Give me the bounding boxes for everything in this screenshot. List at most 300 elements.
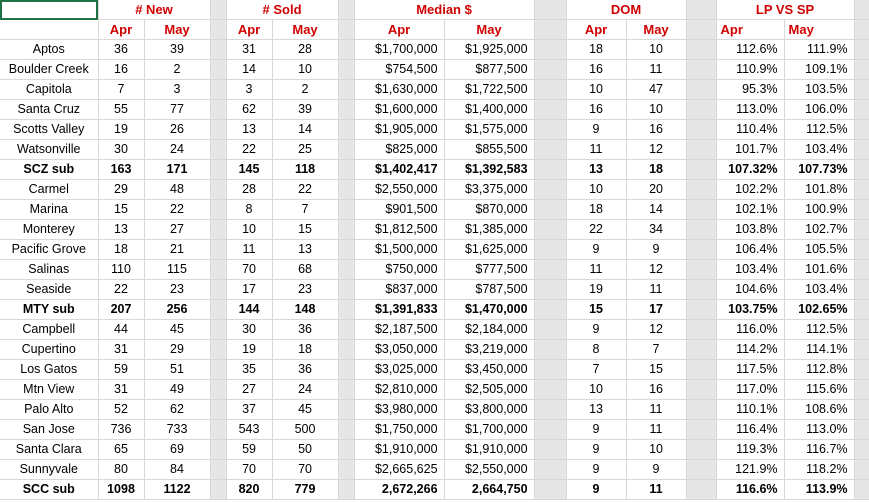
median-apr-cell[interactable]: $2,665,625 [354, 460, 444, 480]
spacer-column[interactable] [534, 160, 566, 180]
spacer-column[interactable] [338, 80, 354, 100]
spacer-column[interactable] [534, 480, 566, 500]
median-may-cell[interactable]: $2,505,000 [444, 380, 534, 400]
area-name-cell[interactable]: Watsonville [0, 140, 98, 160]
new-may-cell[interactable]: 26 [144, 120, 210, 140]
spacer-column[interactable] [686, 440, 716, 460]
spacer-column[interactable] [686, 40, 716, 60]
sold-may-cell[interactable]: 36 [272, 360, 338, 380]
median-may-cell[interactable]: $2,184,000 [444, 320, 534, 340]
median-apr-cell[interactable]: $2,550,000 [354, 180, 444, 200]
sold-may-cell[interactable]: 25 [272, 140, 338, 160]
median-may-cell[interactable]: $1,400,000 [444, 100, 534, 120]
lpsp-apr-cell[interactable]: 107.32% [716, 160, 784, 180]
dom-may-cell[interactable]: 16 [626, 120, 686, 140]
area-name-cell[interactable]: Santa Clara [0, 440, 98, 460]
spacer-column[interactable] [338, 180, 354, 200]
new-apr-cell[interactable]: 29 [98, 180, 144, 200]
spacer-column[interactable] [338, 360, 354, 380]
dom-apr-cell[interactable]: 9 [566, 240, 626, 260]
area-name-cell[interactable]: Monterey [0, 220, 98, 240]
lpsp-may-cell[interactable]: 106.0% [784, 100, 854, 120]
spacer-column[interactable] [686, 300, 716, 320]
spacer-column[interactable] [686, 460, 716, 480]
spacer-column[interactable] [338, 120, 354, 140]
new-apr-cell[interactable]: 163 [98, 160, 144, 180]
new-apr-cell[interactable]: 207 [98, 300, 144, 320]
dom-apr-cell[interactable]: 15 [566, 300, 626, 320]
lpsp-apr-cell[interactable]: 116.4% [716, 420, 784, 440]
spacer-column[interactable] [534, 360, 566, 380]
dom-apr-cell[interactable]: 18 [566, 40, 626, 60]
spacer-column[interactable] [534, 280, 566, 300]
median-apr-cell[interactable]: $750,000 [354, 260, 444, 280]
dom-may-cell[interactable]: 11 [626, 480, 686, 500]
spacer-column[interactable] [534, 80, 566, 100]
new-apr-cell[interactable]: 110 [98, 260, 144, 280]
spacer-column[interactable] [686, 80, 716, 100]
lpsp-apr-cell[interactable]: 106.4% [716, 240, 784, 260]
sold-may-cell[interactable]: 779 [272, 480, 338, 500]
median-may-cell[interactable]: $1,722,500 [444, 80, 534, 100]
spacer-column[interactable] [338, 420, 354, 440]
sold-apr-cell[interactable]: 59 [226, 440, 272, 460]
spacer-column[interactable] [854, 340, 869, 360]
spacer-column[interactable] [210, 0, 226, 20]
sold-apr-cell[interactable]: 17 [226, 280, 272, 300]
dom-apr-cell[interactable]: 8 [566, 340, 626, 360]
dom-may-cell[interactable]: 10 [626, 100, 686, 120]
spacer-column[interactable] [210, 400, 226, 420]
dom-apr-cell[interactable]: 7 [566, 360, 626, 380]
lpsp-apr-cell[interactable]: 117.0% [716, 380, 784, 400]
spacer-column[interactable] [338, 140, 354, 160]
dom-may-cell[interactable]: 12 [626, 140, 686, 160]
spacer-column[interactable] [338, 0, 354, 20]
spacer-column[interactable] [338, 260, 354, 280]
median-apr-cell[interactable]: $825,000 [354, 140, 444, 160]
lpsp-may-cell[interactable]: 102.65% [784, 300, 854, 320]
sold-apr-cell[interactable]: 70 [226, 460, 272, 480]
sold-may-cell[interactable]: 28 [272, 40, 338, 60]
spacer-column[interactable] [210, 120, 226, 140]
sold-apr-cell[interactable]: 13 [226, 120, 272, 140]
sold-may-cell[interactable]: 23 [272, 280, 338, 300]
spacer-column[interactable] [854, 0, 869, 20]
lpsp-may-cell[interactable]: 112.5% [784, 320, 854, 340]
median-apr-cell[interactable]: $1,600,000 [354, 100, 444, 120]
sold-may-cell[interactable]: 70 [272, 460, 338, 480]
spacer-column[interactable] [338, 440, 354, 460]
dom-may-cell[interactable]: 47 [626, 80, 686, 100]
dom-may-cell[interactable]: 20 [626, 180, 686, 200]
lpsp-may-cell[interactable]: 103.5% [784, 80, 854, 100]
area-name-cell[interactable]: Campbell [0, 320, 98, 340]
new-may-cell[interactable]: 24 [144, 140, 210, 160]
lpsp-apr-cell[interactable]: 110.1% [716, 400, 784, 420]
new-apr-cell[interactable]: 65 [98, 440, 144, 460]
dom-may-cell[interactable]: 11 [626, 60, 686, 80]
header-sold[interactable]: # Sold [226, 0, 338, 20]
lpsp-may-cell[interactable]: 111.9% [784, 40, 854, 60]
lpsp-may-cell[interactable]: 114.1% [784, 340, 854, 360]
month-apr[interactable]: Apr [716, 20, 784, 40]
sold-apr-cell[interactable]: 10 [226, 220, 272, 240]
lpsp-apr-cell[interactable]: 119.3% [716, 440, 784, 460]
dom-may-cell[interactable]: 10 [626, 40, 686, 60]
area-name-cell[interactable]: San Jose [0, 420, 98, 440]
spacer-column[interactable] [338, 20, 354, 40]
median-may-cell[interactable]: $877,500 [444, 60, 534, 80]
dom-may-cell[interactable]: 12 [626, 260, 686, 280]
sold-may-cell[interactable]: 13 [272, 240, 338, 260]
area-name-cell[interactable]: Scotts Valley [0, 120, 98, 140]
spacer-column[interactable] [854, 460, 869, 480]
month-may[interactable]: May [626, 20, 686, 40]
median-apr-cell[interactable]: $1,812,500 [354, 220, 444, 240]
dom-apr-cell[interactable]: 9 [566, 120, 626, 140]
lpsp-may-cell[interactable]: 109.1% [784, 60, 854, 80]
spacer-column[interactable] [210, 160, 226, 180]
sold-may-cell[interactable]: 45 [272, 400, 338, 420]
dom-may-cell[interactable]: 12 [626, 320, 686, 340]
median-may-cell[interactable]: $3,219,000 [444, 340, 534, 360]
sold-apr-cell[interactable]: 14 [226, 60, 272, 80]
spacer-column[interactable] [210, 220, 226, 240]
spacer-column[interactable] [854, 40, 869, 60]
dom-may-cell[interactable]: 9 [626, 460, 686, 480]
spacer-column[interactable] [686, 400, 716, 420]
sold-apr-cell[interactable]: 820 [226, 480, 272, 500]
median-may-cell[interactable]: $1,700,000 [444, 420, 534, 440]
area-name-cell[interactable]: Sunnyvale [0, 460, 98, 480]
new-apr-cell[interactable]: 18 [98, 240, 144, 260]
median-may-cell[interactable]: $777,500 [444, 260, 534, 280]
median-may-cell[interactable]: $870,000 [444, 200, 534, 220]
median-apr-cell[interactable]: $2,810,000 [354, 380, 444, 400]
dom-may-cell[interactable]: 16 [626, 380, 686, 400]
sold-apr-cell[interactable]: 31 [226, 40, 272, 60]
sold-apr-cell[interactable]: 22 [226, 140, 272, 160]
spacer-column[interactable] [854, 360, 869, 380]
area-name-cell[interactable]: Cupertino [0, 340, 98, 360]
header-new[interactable]: # New [98, 0, 210, 20]
lpsp-apr-cell[interactable]: 110.9% [716, 60, 784, 80]
month-apr[interactable]: Apr [354, 20, 444, 40]
median-apr-cell[interactable]: $1,500,000 [354, 240, 444, 260]
spacer-column[interactable] [534, 20, 566, 40]
dom-apr-cell[interactable]: 10 [566, 380, 626, 400]
spacer-column[interactable] [338, 100, 354, 120]
lpsp-apr-cell[interactable]: 102.2% [716, 180, 784, 200]
new-may-cell[interactable]: 27 [144, 220, 210, 240]
dom-may-cell[interactable]: 11 [626, 280, 686, 300]
spacer-column[interactable] [210, 180, 226, 200]
spacer-column[interactable] [534, 260, 566, 280]
dom-apr-cell[interactable]: 22 [566, 220, 626, 240]
spacer-column[interactable] [210, 300, 226, 320]
new-may-cell[interactable]: 69 [144, 440, 210, 460]
spacer-column[interactable] [686, 240, 716, 260]
lpsp-apr-cell[interactable]: 117.5% [716, 360, 784, 380]
sold-may-cell[interactable]: 500 [272, 420, 338, 440]
spacer-column[interactable] [854, 440, 869, 460]
area-name-cell[interactable]: Capitola [0, 80, 98, 100]
sold-apr-cell[interactable]: 543 [226, 420, 272, 440]
area-name-cell[interactable]: Marina [0, 200, 98, 220]
dom-may-cell[interactable]: 14 [626, 200, 686, 220]
dom-may-cell[interactable]: 18 [626, 160, 686, 180]
sold-apr-cell[interactable]: 62 [226, 100, 272, 120]
spacer-column[interactable] [210, 240, 226, 260]
sold-apr-cell[interactable]: 70 [226, 260, 272, 280]
spacer-column[interactable] [210, 440, 226, 460]
spacer-column[interactable] [686, 180, 716, 200]
dom-apr-cell[interactable]: 18 [566, 200, 626, 220]
spacer-column[interactable] [854, 80, 869, 100]
lpsp-apr-cell[interactable]: 113.0% [716, 100, 784, 120]
median-apr-cell[interactable]: $1,402,417 [354, 160, 444, 180]
spacer-column[interactable] [534, 400, 566, 420]
spacer-column[interactable] [210, 20, 226, 40]
median-apr-cell[interactable]: $1,700,000 [354, 40, 444, 60]
median-apr-cell[interactable]: $3,025,000 [354, 360, 444, 380]
spacer-column[interactable] [534, 100, 566, 120]
spacer-column[interactable] [210, 480, 226, 500]
area-name-cell[interactable]: Santa Cruz [0, 100, 98, 120]
spacer-column[interactable] [854, 380, 869, 400]
spacer-column[interactable] [686, 100, 716, 120]
dom-may-cell[interactable]: 17 [626, 300, 686, 320]
spacer-column[interactable] [338, 240, 354, 260]
median-apr-cell[interactable]: $754,500 [354, 60, 444, 80]
new-may-cell[interactable]: 29 [144, 340, 210, 360]
dom-may-cell[interactable]: 11 [626, 400, 686, 420]
new-may-cell[interactable]: 77 [144, 100, 210, 120]
new-may-cell[interactable]: 2 [144, 60, 210, 80]
median-apr-cell[interactable]: $1,391,833 [354, 300, 444, 320]
new-may-cell[interactable]: 115 [144, 260, 210, 280]
spacer-column[interactable] [686, 160, 716, 180]
area-name-cell[interactable]: SCZ sub [0, 160, 98, 180]
lpsp-may-cell[interactable]: 107.73% [784, 160, 854, 180]
new-may-cell[interactable]: 21 [144, 240, 210, 260]
median-apr-cell[interactable]: $3,050,000 [354, 340, 444, 360]
spacer-column[interactable] [686, 20, 716, 40]
spacer-column[interactable] [854, 400, 869, 420]
median-may-cell[interactable]: $3,800,000 [444, 400, 534, 420]
spacer-column[interactable] [534, 180, 566, 200]
spacer-column[interactable] [686, 340, 716, 360]
new-may-cell[interactable]: 84 [144, 460, 210, 480]
new-apr-cell[interactable]: 30 [98, 140, 144, 160]
median-may-cell[interactable]: $1,625,000 [444, 240, 534, 260]
median-may-cell[interactable]: $2,550,000 [444, 460, 534, 480]
sold-may-cell[interactable]: 50 [272, 440, 338, 460]
median-may-cell[interactable]: $787,500 [444, 280, 534, 300]
new-may-cell[interactable]: 171 [144, 160, 210, 180]
dom-apr-cell[interactable]: 11 [566, 140, 626, 160]
area-name-cell[interactable]: MTY sub [0, 300, 98, 320]
new-apr-cell[interactable]: 19 [98, 120, 144, 140]
spacer-column[interactable] [854, 140, 869, 160]
new-apr-cell[interactable]: 55 [98, 100, 144, 120]
dom-apr-cell[interactable]: 9 [566, 480, 626, 500]
spacer-column[interactable] [686, 380, 716, 400]
area-name-cell[interactable]: Salinas [0, 260, 98, 280]
spacer-column[interactable] [686, 220, 716, 240]
spacer-column[interactable] [534, 300, 566, 320]
lpsp-may-cell[interactable]: 112.5% [784, 120, 854, 140]
dom-apr-cell[interactable]: 9 [566, 320, 626, 340]
spacer-column[interactable] [338, 460, 354, 480]
spacer-column[interactable] [686, 480, 716, 500]
sold-may-cell[interactable]: 15 [272, 220, 338, 240]
month-apr[interactable]: Apr [226, 20, 272, 40]
median-may-cell[interactable]: $3,450,000 [444, 360, 534, 380]
spacer-column[interactable] [854, 420, 869, 440]
spacer-column[interactable] [534, 380, 566, 400]
new-apr-cell[interactable]: 31 [98, 380, 144, 400]
dom-apr-cell[interactable]: 16 [566, 60, 626, 80]
new-may-cell[interactable]: 3 [144, 80, 210, 100]
spacer-column[interactable] [210, 40, 226, 60]
new-apr-cell[interactable]: 36 [98, 40, 144, 60]
new-apr-cell[interactable]: 736 [98, 420, 144, 440]
sold-apr-cell[interactable]: 28 [226, 180, 272, 200]
spacer-column[interactable] [338, 60, 354, 80]
dom-may-cell[interactable]: 15 [626, 360, 686, 380]
median-apr-cell[interactable]: $1,630,000 [354, 80, 444, 100]
new-apr-cell[interactable]: 15 [98, 200, 144, 220]
spacer-column[interactable] [854, 280, 869, 300]
spacer-column[interactable] [210, 200, 226, 220]
spacer-column[interactable] [210, 280, 226, 300]
spacer-column[interactable] [534, 120, 566, 140]
new-may-cell[interactable]: 256 [144, 300, 210, 320]
spacer-column[interactable] [686, 260, 716, 280]
sold-may-cell[interactable]: 18 [272, 340, 338, 360]
median-may-cell[interactable]: $1,385,000 [444, 220, 534, 240]
spacer-column[interactable] [338, 40, 354, 60]
spacer-column[interactable] [686, 360, 716, 380]
spacer-column[interactable] [338, 300, 354, 320]
spacer-column[interactable] [854, 120, 869, 140]
new-may-cell[interactable]: 62 [144, 400, 210, 420]
sold-may-cell[interactable]: 7 [272, 200, 338, 220]
area-name-cell[interactable]: Carmel [0, 180, 98, 200]
spacer-column[interactable] [854, 260, 869, 280]
spacer-column[interactable] [534, 440, 566, 460]
median-apr-cell[interactable]: $1,905,000 [354, 120, 444, 140]
median-may-cell[interactable]: $1,470,000 [444, 300, 534, 320]
new-apr-cell[interactable]: 31 [98, 340, 144, 360]
lpsp-apr-cell[interactable]: 103.8% [716, 220, 784, 240]
spacer-column[interactable] [210, 380, 226, 400]
spacer-column[interactable] [854, 320, 869, 340]
median-may-cell[interactable]: $1,392,583 [444, 160, 534, 180]
spacer-column[interactable] [338, 280, 354, 300]
new-apr-cell[interactable]: 13 [98, 220, 144, 240]
spacer-column[interactable] [534, 320, 566, 340]
lpsp-apr-cell[interactable]: 103.75% [716, 300, 784, 320]
median-apr-cell[interactable]: $837,000 [354, 280, 444, 300]
month-apr[interactable]: Apr [566, 20, 626, 40]
spacer-column[interactable] [338, 320, 354, 340]
spacer-column[interactable] [534, 40, 566, 60]
area-name-cell[interactable]: SCC sub [0, 480, 98, 500]
spacer-column[interactable] [686, 60, 716, 80]
spacer-column[interactable] [338, 480, 354, 500]
lpsp-apr-cell[interactable]: 116.6% [716, 480, 784, 500]
spacer-column[interactable] [210, 140, 226, 160]
spacer-column[interactable] [854, 180, 869, 200]
lpsp-may-cell[interactable]: 115.6% [784, 380, 854, 400]
sold-apr-cell[interactable]: 3 [226, 80, 272, 100]
median-apr-cell[interactable]: $901,500 [354, 200, 444, 220]
dom-may-cell[interactable]: 10 [626, 440, 686, 460]
spacer-column[interactable] [854, 60, 869, 80]
new-apr-cell[interactable]: 1098 [98, 480, 144, 500]
spacer-column[interactable] [338, 340, 354, 360]
lpsp-may-cell[interactable]: 108.6% [784, 400, 854, 420]
lpsp-may-cell[interactable]: 112.8% [784, 360, 854, 380]
dom-apr-cell[interactable]: 9 [566, 460, 626, 480]
sold-apr-cell[interactable]: 11 [226, 240, 272, 260]
lpsp-may-cell[interactable]: 100.9% [784, 200, 854, 220]
month-apr[interactable]: Apr [98, 20, 144, 40]
lpsp-may-cell[interactable]: 101.6% [784, 260, 854, 280]
new-may-cell[interactable]: 48 [144, 180, 210, 200]
sold-apr-cell[interactable]: 8 [226, 200, 272, 220]
dom-apr-cell[interactable]: 13 [566, 160, 626, 180]
dom-apr-cell[interactable]: 9 [566, 440, 626, 460]
lpsp-may-cell[interactable]: 116.7% [784, 440, 854, 460]
spacer-column[interactable] [338, 220, 354, 240]
median-apr-cell[interactable]: 2,672,266 [354, 480, 444, 500]
new-may-cell[interactable]: 49 [144, 380, 210, 400]
sold-may-cell[interactable]: 36 [272, 320, 338, 340]
new-may-cell[interactable]: 23 [144, 280, 210, 300]
area-name-cell[interactable]: Boulder Creek [0, 60, 98, 80]
lpsp-apr-cell[interactable]: 121.9% [716, 460, 784, 480]
sold-apr-cell[interactable]: 35 [226, 360, 272, 380]
new-apr-cell[interactable]: 16 [98, 60, 144, 80]
lpsp-may-cell[interactable]: 113.9% [784, 480, 854, 500]
new-may-cell[interactable]: 1122 [144, 480, 210, 500]
spacer-column[interactable] [338, 380, 354, 400]
spacer-column[interactable] [210, 360, 226, 380]
lpsp-apr-cell[interactable]: 110.4% [716, 120, 784, 140]
median-apr-cell[interactable]: $2,187,500 [354, 320, 444, 340]
median-may-cell[interactable]: $1,925,000 [444, 40, 534, 60]
median-may-cell[interactable]: $3,375,000 [444, 180, 534, 200]
dom-may-cell[interactable]: 11 [626, 420, 686, 440]
new-apr-cell[interactable]: 80 [98, 460, 144, 480]
dom-may-cell[interactable]: 34 [626, 220, 686, 240]
area-name-cell[interactable]: Los Gatos [0, 360, 98, 380]
sold-apr-cell[interactable]: 30 [226, 320, 272, 340]
lpsp-apr-cell[interactable]: 114.2% [716, 340, 784, 360]
dom-may-cell[interactable]: 7 [626, 340, 686, 360]
new-may-cell[interactable]: 39 [144, 40, 210, 60]
lpsp-apr-cell[interactable]: 103.4% [716, 260, 784, 280]
spacer-column[interactable] [210, 320, 226, 340]
spacer-column[interactable] [854, 200, 869, 220]
spacer-column[interactable] [210, 80, 226, 100]
median-apr-cell[interactable]: $1,910,000 [354, 440, 444, 460]
new-may-cell[interactable]: 733 [144, 420, 210, 440]
